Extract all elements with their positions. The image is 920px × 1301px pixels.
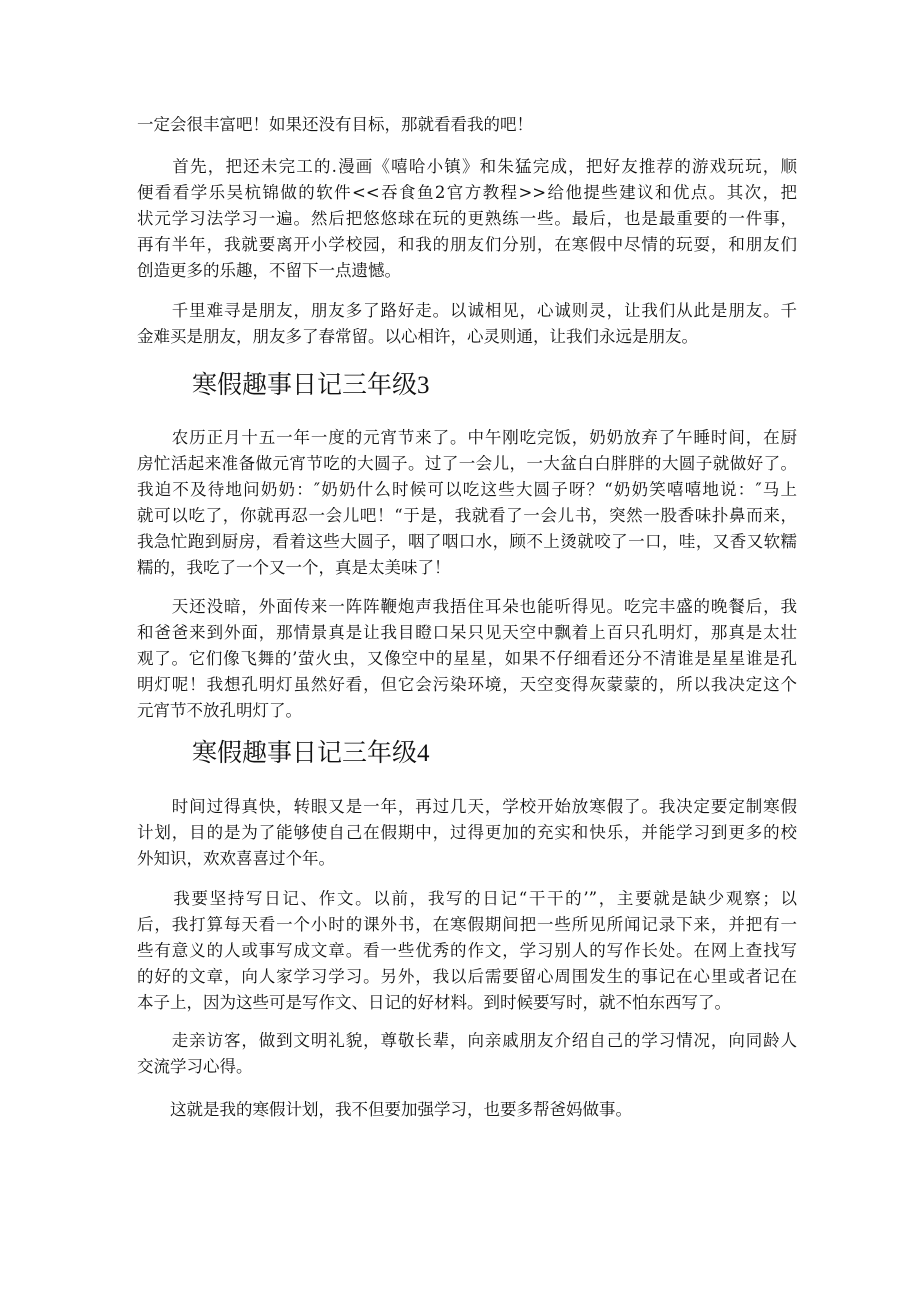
text-line: 就可以吃了，你就再忍一会儿吧！“于是，我就看了一会儿书，突然一股香味扑鼻而来，	[137, 506, 797, 525]
text-line: 糯的，我吃了一个又一个，真是太美味了！	[137, 558, 451, 577]
paragraph-friendship	[137, 298, 797, 350]
text-line: 便看看学乐吴杭锦做的软件<<吞食鱼2官方教程>>给他提些建议和优点。其次，把	[137, 183, 797, 202]
paragraph-lantern-festival	[137, 425, 797, 581]
section-heading-3: 寒假趣事日记三年级3	[192, 372, 430, 399]
text-line: 我要坚持写日记、作文。以前，我写的日记“干干的’”，主要就是缺少观察；以	[137, 889, 797, 908]
text-line: 和爸爸来到外面，那情景真是让我目瞪口呆只见天空中飘着上百只孔明灯，那真是太壮	[137, 623, 797, 642]
paragraph-visiting-relatives	[137, 1028, 797, 1080]
text-line: 一定会很丰富吧！如果还没有目标，那就看看我的吧！	[137, 115, 533, 134]
text-line: 走亲访客，做到文明礼貌，尊敬长辈，向亲戚朋友介绍自己的学习情况，向同龄人	[137, 1031, 797, 1050]
text-line: 创造更多的乐趣，不留下一点遗憾。	[137, 261, 401, 280]
paragraph-intro	[137, 112, 797, 138]
text-line: 天还没暗，外面传来一阵阵鞭炮声我捂住耳朵也能听得见。吃完丰盛的晚餐后，我	[137, 597, 797, 616]
text-line: 我急忙跑到厨房，看着这些大圆子，咽了咽口水，顾不上烫就咬了一口，哇，又香又软糯	[137, 532, 797, 551]
section-heading-4: 寒假趣事日记三年级4	[192, 740, 430, 767]
paragraph-sky-lanterns	[137, 594, 797, 724]
text-line: 时间过得真快，转眼又是一年，再过几天，学校开始放寒假了。我决定要定制寒假	[137, 797, 797, 816]
text-line: 明灯呢！我想孔明灯虽然好看，但它会污染环境，天空变得灰蒙蒙的，所以我决定这个	[137, 675, 797, 694]
text-line: 再有半年，我就要离开小学校园，和我的朋友们分别，在寒假中尽情的玩耍，和朋友们	[137, 235, 797, 254]
text-line: 交流学习心得。	[137, 1057, 253, 1076]
text-line: 金难买是朋友，朋友多了春常留。以心相许，心灵则通，让我们永远是朋友。	[137, 327, 698, 346]
text-line: 计划，目的是为了能够使自己在假期中，过得更加的充实和快乐，并能学习到更多的校	[137, 823, 797, 842]
text-line: 后，我打算每天看一个小时的课外书，在寒假期间把一些所见所闻记录下来，并把有一	[137, 915, 797, 934]
text-line: 房忙活起来准备做元宵节吃的大圆子。过了一会儿，一大盆白白胖胖的大圆子就做好了。	[137, 454, 797, 473]
paragraph-conclusion	[137, 1097, 797, 1123]
paragraph-winter-plan	[137, 794, 797, 872]
paragraph-diary-writing	[137, 886, 797, 1016]
text-line: 状元学习法学习一遍。然后把悠悠球在玩的更熟练一些。最后，也是最重要的一件事，	[137, 209, 797, 228]
text-line: 外知识，欢欢喜喜过个年。	[137, 849, 335, 868]
text-line: 些有意义的人或事写成文章。看一些优秀的作文，学习别人的写作长处。在网上查找写	[137, 941, 797, 960]
text-line: 农历正月十五一年一度的元宵节来了。中午刚吃完饭，奶奶放弃了午睡时间，在厨	[137, 428, 797, 447]
text-line: 首先，把还未完工的.漫画《嘻哈小镇》和朱猛完成，把好友推荐的游戏玩玩，顺	[137, 157, 797, 176]
text-line: 的好的文章，向人家学习学习。另外，我以后需要留心周围发生的事记在心里或者记在	[137, 967, 797, 986]
text-line: 元宵节不放孔明灯了。	[137, 701, 302, 720]
text-line: 我迫不及待地问奶奶：″奶奶什么时候可以吃这些大圆子呀？“奶奶笑嘻嘻地说：″马上	[137, 480, 797, 499]
text-line: 本子上，因为这些可是写作文、日记的好材料。到时候要写时，就不怕东西写了。	[137, 993, 731, 1012]
paragraph-plan-list	[137, 154, 797, 284]
text-line: 千里难寻是朋友，朋友多了路好走。以诚相见，心诚则灵，让我们从此是朋友。千	[137, 301, 797, 320]
text-line: 观了。它们像飞舞的’萤火虫，又像空中的星星，如果不仔细看还分不清谁是星星谁是孔	[137, 649, 797, 668]
text-line: 这就是我的寒假计划，我不但要加强学习，也要多帮爸妈做事。	[137, 1100, 632, 1119]
